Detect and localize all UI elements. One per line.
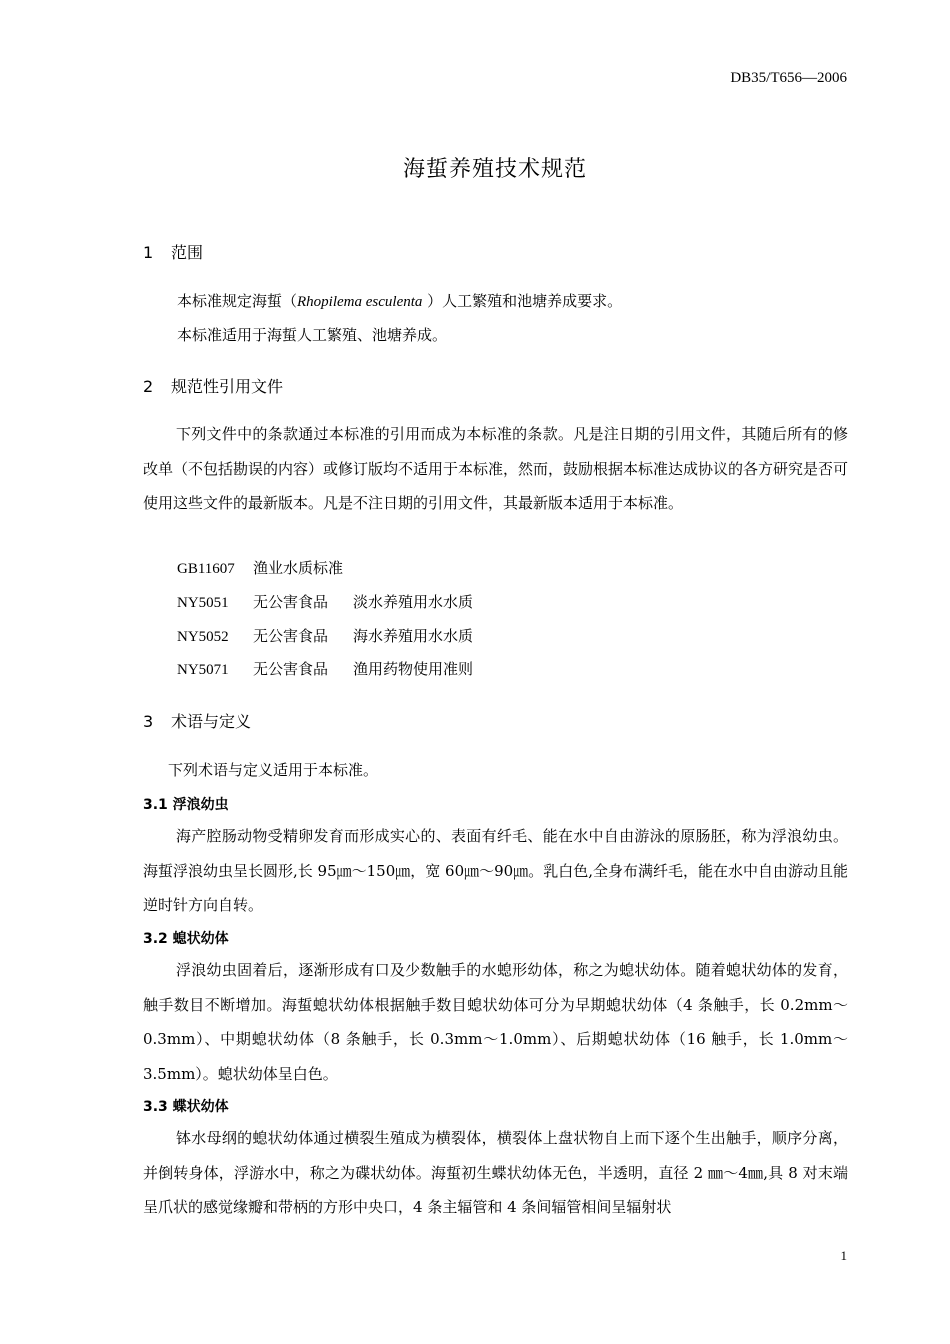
reference-group: 无公害食品 (253, 660, 329, 678)
section-title: 术语与定义 (171, 712, 252, 731)
scope-text-post: ）人工繁殖和池塘养成要求。 (422, 292, 623, 310)
term-3-1-heading: 3.1 浮浪幼虫 (143, 797, 229, 813)
species-latin-name: Rhopilema esculenta (297, 294, 423, 310)
term-3-2-definition: 浮浪幼虫固着后，逐渐形成有口及少数触手的水螅形幼体，称之为螅状幼体。随着螅状幼体的发育，触手数目不断增加。海蜇螅状幼体根据触手数目螅状幼体可分为早期螅状幼体（4 条触手，长 0.2mm～0.3mm）、中期螅状幼体（8 条触手，长 0.3mm～1.0mm）、后期螅状幼体（16 触手，长 1.0mm～3.5mm）。螅状幼体呈白色。 (143, 961, 848, 1083)
reference-group: 无公害食品 (253, 627, 329, 645)
page-title: 海蜇养殖技术规范 (402, 157, 587, 182)
section-number: 1 (143, 243, 154, 262)
reference-title: 渔业水质标准 (253, 559, 344, 577)
reference-item (177, 591, 473, 612)
section-3-heading (143, 709, 251, 732)
reference-group: 无公害食品 (253, 593, 329, 611)
section-title: 范围 (171, 243, 204, 262)
reference-code: NY5052 (177, 629, 229, 645)
scope-paragraph-1 (177, 290, 622, 311)
doc-number: DB35/T656—2006 (730, 70, 847, 86)
reference-item (177, 625, 473, 646)
scope-paragraph-2: 本标准适用于海蜇人工繁殖、池塘养成。 (177, 326, 448, 344)
scope-text-pre: 本标准规定海蜇（ (177, 292, 298, 310)
references-intro: 下列文件中的条款通过本标准的引用而成为本标准的条款。凡是注日期的引用文件，其随后所有的修改单（不包括勘误的内容）或修订版均不适用于本标准，然而，鼓励根据本标准达成协议的各方研究是否可使用这些文件的最新版本。凡是不注日期的引用文件，其最新版本适用于本标准。 (143, 425, 849, 512)
section-number: 3 (143, 712, 154, 731)
term-3-3-heading: 3.3 蝶状幼体 (143, 1099, 229, 1115)
term-3-3-definition: 钵水母纲的螅状幼体通过横裂生殖成为横裂体，横裂体上盘状物自上而下逐个生出触手，顺序分离，并倒转身体，浮游水中，称之为碟状幼体。海蜇初生蝶状幼体无色，半透明，直径 2 ㎜～4㎜,具 8 对末端呈爪状的感觉缘瓣和带柄的方形中央口，4 条主辐管和 4 条间辐管相间呈辐射状 (143, 1129, 848, 1216)
page-number: 1 (840, 1248, 847, 1263)
reference-title: 渔用药物使用准则 (353, 660, 474, 678)
reference-code: NY5051 (177, 595, 229, 611)
section-number: 2 (143, 377, 154, 396)
section-title: 规范性引用文件 (171, 377, 284, 396)
reference-title: 淡水养殖用水水质 (353, 593, 474, 611)
section-1-heading (143, 240, 203, 263)
reference-code: NY5071 (177, 662, 229, 678)
term-3-1-definition: 海产腔肠动物受精卵发育而形成实心的、表面有纤毛、能在水中自由游泳的原肠胚，称为浮浪幼虫。海蜇浮浪幼虫呈长圆形,长 95㎛～150㎛，宽 60㎛～90㎛。乳白色,全身布满纤毛，能在水中自由游动且能逆时针方向自转。 (143, 827, 848, 914)
term-3-2-heading: 3.2 螅状幼体 (143, 931, 229, 947)
reference-item (177, 658, 473, 679)
reference-title: 海水养殖用水水质 (353, 627, 474, 645)
reference-code: GB11607 (177, 561, 235, 577)
reference-item (177, 557, 343, 578)
section-2-heading (143, 374, 283, 397)
terms-intro: 下列术语与定义适用于本标准。 (168, 761, 379, 779)
